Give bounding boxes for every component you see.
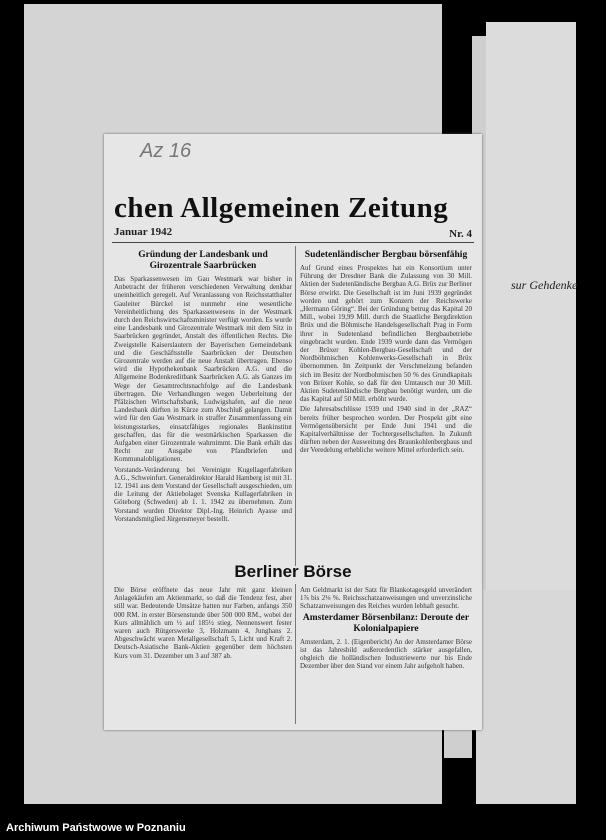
- right-sheet-lower: [476, 590, 576, 804]
- article-landesbank: [114, 250, 292, 560]
- masthead: chen Allgemeinen Zeitung: [114, 192, 449, 224]
- article-body: Auf Grund eines Prospektes hat ein Konsortium unter Führung der Dresdner Bank die Zulassung von 30 Mill. Aktien der Sudetenländische Bergbau A.G. Brüx zur Berliner Börse erwirkt. Die Gesellschaft ist im Juni 1939 gegründet worden und gehört zum Konzern der Reichswerke „Hermann Göring“. Bei der Gründung betrug das Kapital 20 Mill., wobei 19,99 Mill. durch die Staatliche Bergdirektion Brüx und die Böhmische Handelsgesellschaft Prag in Form ihrer in Sudetenland befindlichen Bergbaubetriebe eingebracht wurden. Ende 1939 wurde dann das Vermögen der Brüxer Kohlen-Bergbau-Gesellschaft und der Nordböhmischen Kohlenwerks-Gesellschaft in Brüx übernommen. Im Zeitpunkt der Verschmelzung befanden sich im Besitz der Nordbohmischen 50 % des Grundkapitals von Brüxer Kohle, so daß für den Umtausch nur 30 Mill. Aktien Sudetenländische Bergbau benötigt wurden, um die das Kapital auf 50 Mill. erhöht wurde.: [300, 264, 472, 404]
- article-boerse-right: [300, 586, 472, 726]
- article-body-2: Die Jahresabschlüsse 1939 und 1940 sind in der „RAZ“ bereits früher besprochen worden. Der Prospekt gibt eine Vermögensübersicht per Ende Juni 1941 und die Kapitalverhältnisse der Tochtergesellschaften. In Zukunft dürften neben der Ausweitung des Braunkohlenbergbaus und der Veredelung erhebliche weitere Mittel erforderlich sein.: [300, 405, 472, 455]
- handwritten-stamp: Az 16: [140, 140, 192, 162]
- article-boerse-left: [114, 586, 292, 726]
- right-sheet-text: sur Gehdenke: [511, 278, 578, 292]
- header-rule: [112, 242, 474, 243]
- article-heading: Sudetenländischer Bergbau börsenfähig: [304, 250, 468, 260]
- archive-name: Archiwum Państwowe w Poznaniu: [6, 822, 186, 834]
- boerse-heading: Berliner Börse: [234, 562, 352, 581]
- column-divider: [295, 246, 296, 566]
- article-bergbau: [300, 250, 472, 570]
- issue-number: Nr. 4: [449, 228, 472, 240]
- newspaper-clipping: [104, 134, 482, 730]
- article-body: Am Geldmarkt ist der Satz für Blankotagesgeld unverändert 1⅞ bis 2⅛ %. Reichsschatzanweisungen und unverzinsliche Schatzanweisungen des Reiches wurden lebhaft gesucht.: [300, 586, 472, 611]
- column-divider-lower: [295, 584, 296, 724]
- archive-footer: [0, 816, 606, 840]
- article-heading: Gründung der Landesbank und Girozentrale Saarbrücken: [138, 250, 268, 271]
- article-body: Das Sparkassenwesen im Gau Westmark war bisher in Anbetracht der früheren verschiedenen Verwaltung denkbar uneinheitlich geregelt. Auf Veranlassung von Reichsstatthalter Gauleiter Bürckel ist nunmehr eine wesentliche Vereinheitlichung des Sparkassenwesens in der Westmark durch den Reichswirtschaftsminister verfügt worden. Es wurde eine Landesbank und Girozentrale Westmark mit dem Sitz in Saarbrücken gegründet, Anstalt des öffentlichen Rechts. Die Zweigstelle Kaiserslautern der Bayerischen Gemeindebank und die Geschäftsstelle Saarbrücken der Deutschen Girozentrale werden auf die neue Anstalt übertragen. Ebenso wird die Hypothekenbank Saarbrücken A.G. und die Allgemeine Bodenkreditbank Saarbrücken A.G. als Ganzes im Wege der Gesamtrechtsnachfolge auf die Landesbank übertragen. Die Verhandlungen wegen Ueberleitung der Pfälzischen Wirtschaftsbank, Ludwigshafen, auf die neue Landesbank dürften in Kürze zum Abschluß gelangen. Damit wird für den Gau Westmark in straffer Zusammenfassung ein leistungsstarkes, einsatzfähiges regionales Bankinstitut geschaffen, das für die westmärkischen Sparkassen die Aufgaben einer Girozentrale wahrnimmt. Die Bank erhält das Recht zur Ausgabe von Pfandbriefen und Kommunalobligationen.: [114, 275, 292, 464]
- article-body-2: Vorstands-Veränderung bei Vereinigte Kugellagerfabriken A.G., Schweinfurt. Generaldirektor Harald Hamberg ist mit 31. 12. 1941 aus dem Vorstand der Gesellschaft ausgeschieden, um die Leitung der Aktiebolaget Svenska Kullagerfabriken in Göteborg (Schweden) ab 1. 1. 1942 zu übernehmen. Zum Vorstand wurden Direktor Dipl.-Ing. Heinrich Ayasse und Vorstandsmitglied Jürgensmeyer bestellt.: [114, 465, 292, 523]
- article-heading: Amsterdamer Börsenbilanz: Deroute der Kolonialpapiere: [302, 612, 470, 634]
- article-body: Die Börse eröffnete das neue Jahr mit ganz kleinen Anlagekäufen am Aktienmarkt, so daß die Tendenz fest, aber still war. Bedeutende Umsätze hatten nur Farben, anfangs 350 000 RM. in erster Börsenstunde über 500 000 RM., wobei der Kurs allmählich um ½ auf 185½ stieg. Nennenswert fester waren auch Rütgerswerke 3, Holzmann 4, Junghans 2. Abgeschwächt waren Metallgesellschaft 5, Licht und Kraft 2. Deutsch-Asiatische Bank-Aktien gegenüber dem höchsten Kurs vom 31. Dezember um 3 auf 387 ab.: [114, 586, 292, 660]
- issue-date: Januar 1942: [114, 226, 173, 238]
- article-body-2: Amsterdam, 2. 1. (Eigenbericht) An der Amsterdamer Börse ist das Jahresbild außerordentlich stärker ausgefallen, obgleich die holländischen Industriewerte nur bis Ende Dezember über den Stand vor einem Jahr aufgeholt haben.: [300, 637, 472, 671]
